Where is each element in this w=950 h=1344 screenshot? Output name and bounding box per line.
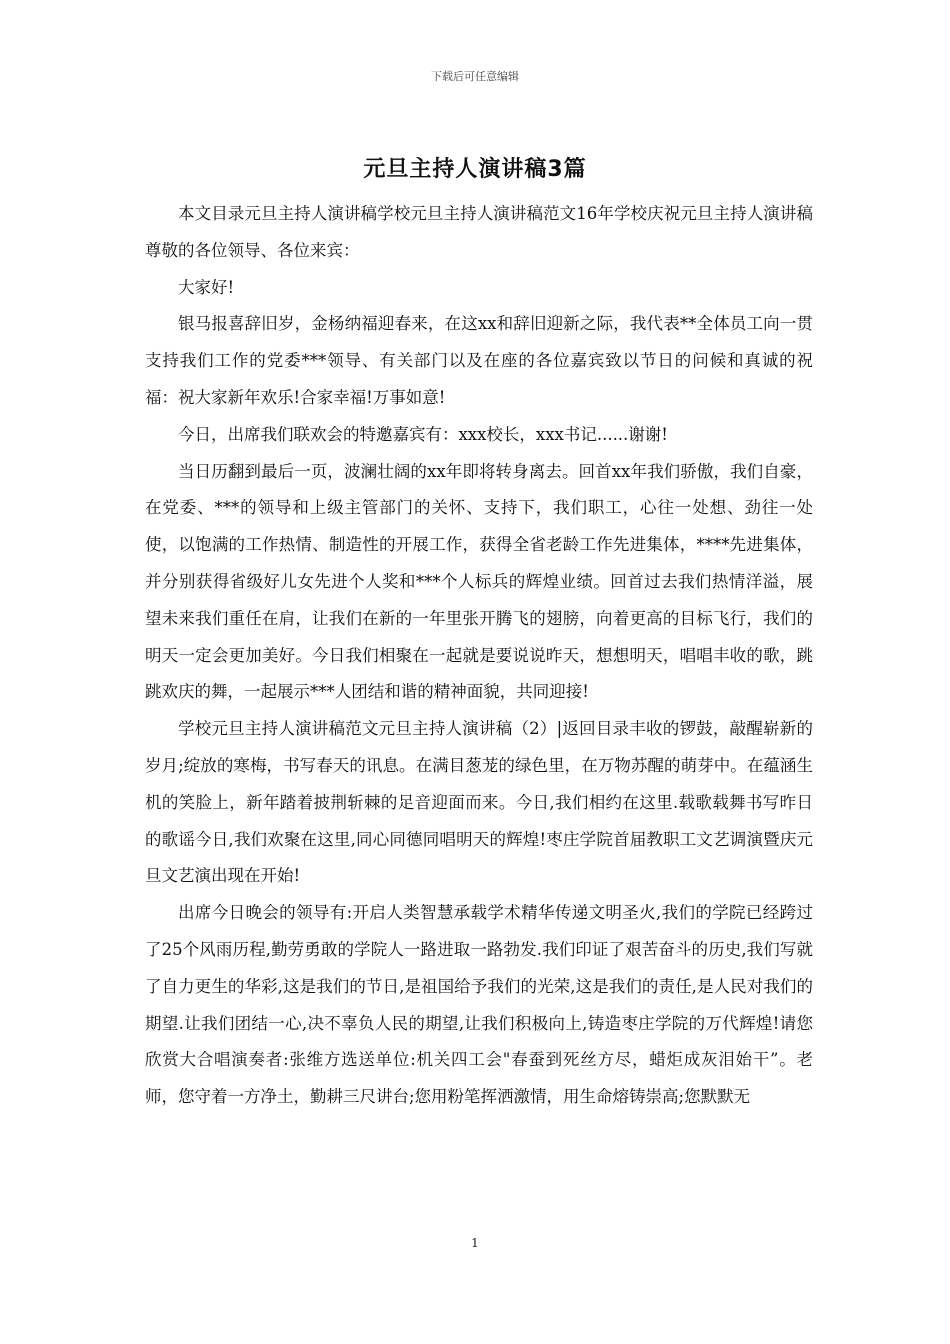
paragraph: 当日历翻到最后一页，波澜壮阔的xx年即将转身离去。回首xx年我们骄傲，我们自豪，在党委、***的领导和上级主管部门的关怀、支持下，我们职工，心往一处想、劲往一处使，以饱满的工作热情、制造性的开展工作，获得全省老龄工作先进集体，****先进集体，并分别获得省级好儿女先进个人奖和***个人标兵的辉煌业绩。回首过去我们热情洋溢，展望未来我们重任在肩，让我们在新的一年里张开腾飞的翅膀，向着更高的目标飞行，我们的明天一定会更加美好。今日我们相聚在一起就是要说说昨天，想想明天，唱唱丰收的歌，跳跳欢庆的舞，一起展示***人团结和谐的精神面貌，共同迎接!	[145, 461, 813, 702]
page-header: 下载后可任意编辑	[431, 70, 519, 83]
paragraph: 本文目录元旦主持人演讲稿学校元旦主持人演讲稿范文16年学校庆祝元旦主持人演讲稿尊敬的各位领导、各位来宾：	[145, 204, 813, 260]
page-number: 1	[471, 1236, 479, 1250]
document-body	[145, 196, 813, 1116]
document-title: 元旦主持人演讲稿3篇	[363, 157, 587, 182]
paragraph: 出席今日晚会的领导有:开启人类智慧承载学术精华传递文明圣火,我们的学院已经跨过了25个风雨历程,勤劳勇敢的学院人一路进取一路勃发.我们印证了艰苦奋斗的历史,我们写就了自力更生的华彩,这是我们的节日,是祖国给予我们的光荣,这是我们的责任,是人民对我们的期望.让我们团结一心,决不辜负人民的期望,让我们积极向上,铸造枣庄学院的万代辉煌!请您欣赏大合唱演奏者:张维方选送单位:机关四工会"春蚕到死丝方尽，蜡炬成灰泪始干”。老师，您守着一方净土，勤耕三尺讲台;您用粉笔挥洒激情，用生命熔铸崇高;您默默无	[145, 903, 813, 1107]
paragraph: 银马报喜辞旧岁，金杨纳福迎春来，在这xx和辞旧迎新之际，我代表**全体员工向一贯支持我们工作的党委***领导、有关部门以及在座的各位嘉宾致以节日的问候和真诚的祝福：祝大家新年欢乐!合家幸福!万事如意!	[145, 314, 813, 407]
paragraph: 学校元旦主持人演讲稿范文元旦主持人演讲稿（2）|返回目录丰收的锣鼓，敲醒崭新的岁月;绽放的寒梅，书写春天的讯息。在满目葱茏的绿色里，在万物苏醒的萌芽中。在蕴涵生机的笑脸上，新年踏着披荆斩棘的足音迎面而来。今日,我们相约在这里.载歌载舞书写昨日的歌谣今日,我们欢聚在这里,同心同德同唱明天的辉煌!枣庄学院首届教职工文艺调演暨庆元旦文艺演出现在开始!	[145, 719, 813, 886]
paragraph: 今日，出席我们联欢会的特邀嘉宾有：xxx校长，xxx书记......谢谢!	[178, 424, 668, 444]
paragraph: 大家好!	[178, 277, 235, 297]
